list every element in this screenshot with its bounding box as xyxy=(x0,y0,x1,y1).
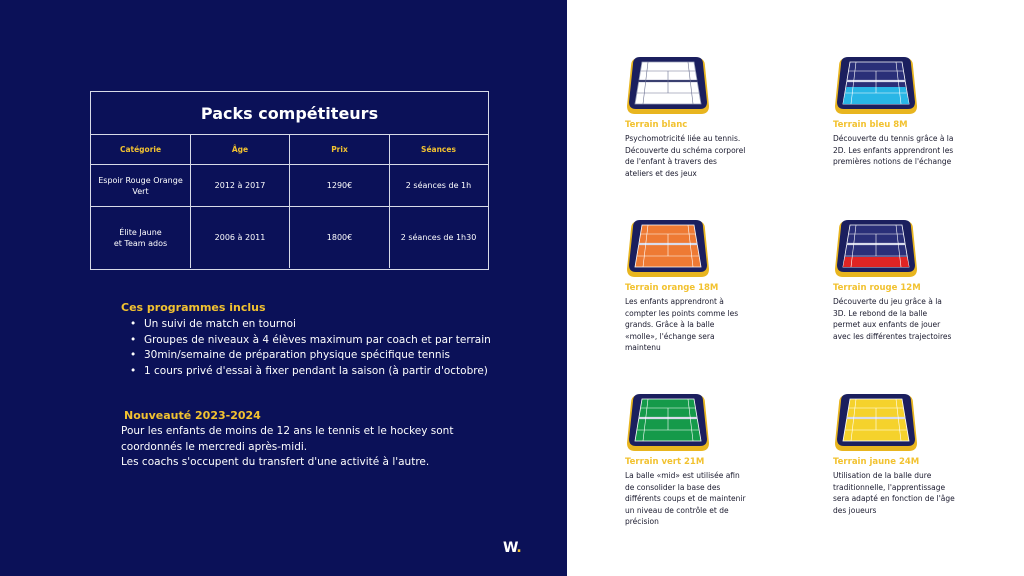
court-desc-line: compter les points comme les xyxy=(625,308,739,318)
court-title: Terrain jaune 24M xyxy=(833,457,920,467)
list-item: • Un suivi de match en tournoi xyxy=(130,317,491,333)
row-age: 2012 à 2017 xyxy=(191,165,290,206)
header-age: Âge xyxy=(191,135,290,164)
court-card-jaune xyxy=(833,391,1024,516)
court-desc xyxy=(833,296,1024,342)
list-item: • 30min/semaine de préparation physique spécifique tennis xyxy=(130,348,491,364)
row-categorie xyxy=(91,165,191,206)
court-title: Terrain blanc xyxy=(625,120,688,130)
court-desc xyxy=(625,470,835,528)
nouveaute-title: Nouveauté 2023-2024 xyxy=(124,409,261,422)
court-card-orange xyxy=(625,217,835,354)
court-vert-icon xyxy=(625,391,711,453)
court-blanc-icon xyxy=(625,54,711,116)
court-desc-line: de consolider la base des xyxy=(625,482,721,492)
court-desc-line: sera adapté en fonction de l'âge xyxy=(833,494,955,503)
court-desc-line: traditionnelle, l'apprentissage xyxy=(833,482,946,492)
table-row xyxy=(91,207,488,268)
row-seances: 2 séances de 1h xyxy=(405,181,472,190)
court-card-bleu xyxy=(833,54,1024,168)
court-card-vert xyxy=(625,391,835,528)
court-desc-line: Psychomotricité liée au tennis. xyxy=(625,134,741,143)
court-desc-line: premières notions de l'échange xyxy=(833,157,952,166)
court-desc-line: maintenu xyxy=(625,343,661,352)
header-prix: Prix xyxy=(290,135,390,164)
court-title: Terrain bleu 8M xyxy=(833,120,908,130)
row-prix: 1800€ xyxy=(290,207,390,268)
court-desc-line: précision xyxy=(625,517,659,526)
court-desc-line: des joueurs xyxy=(833,505,877,515)
row-prix: 1290€ xyxy=(290,165,390,206)
court-desc-line: 2D. Les enfants apprendront les xyxy=(833,145,954,155)
court-card-blanc xyxy=(625,54,835,179)
row-seances: 2 séances de 1h30 xyxy=(400,233,477,242)
header-categorie: Catégorie xyxy=(91,135,191,164)
court-desc-line: Les enfants apprendront à xyxy=(625,297,724,306)
court-title: Terrain rouge 12M xyxy=(833,283,921,293)
nouveaute-line: Les coachs s'occupent du transfert d'une activité à l'autre. xyxy=(121,456,430,468)
court-desc-line: 3D. Le rebond de la balle xyxy=(833,308,928,318)
row-age: 2006 à 2011 xyxy=(191,207,290,268)
court-desc xyxy=(833,133,1024,168)
programmes-title: Ces programmes inclus xyxy=(121,301,266,314)
nouveaute-line: coordonnés le mercredi après-midi. xyxy=(121,440,308,453)
row-categorie-line: Espoir Rouge Orange xyxy=(98,175,183,185)
list-item: • Groupes de niveaux à 4 élèves maximum par coach et par terrain xyxy=(130,333,491,349)
row-categorie-line: Élite Jaune xyxy=(119,227,162,237)
court-desc xyxy=(625,133,835,179)
court-desc xyxy=(625,296,835,354)
packs-table-title: Packs compétiteurs xyxy=(91,92,488,135)
court-desc-line: Découverte du schéma corporel xyxy=(625,145,746,155)
court-desc xyxy=(833,470,1024,516)
packs-table xyxy=(90,91,489,270)
row-categorie xyxy=(91,207,191,268)
court-desc-line: Utilisation de la balle dure xyxy=(833,471,932,480)
table-row xyxy=(91,165,488,207)
nouveaute-line: Pour les enfants de moins de 12 ans le tennis et le hockey sont xyxy=(121,425,454,437)
right-panel xyxy=(567,0,1024,576)
court-bleu-icon xyxy=(833,54,919,116)
court-desc-line: Découverte du tennis grâce à la xyxy=(833,134,954,143)
court-desc-line: «molle», l'échange sera xyxy=(625,331,715,341)
logo-dot: . xyxy=(516,540,521,556)
court-desc-line: grands. Grâce à la balle xyxy=(625,320,715,329)
court-orange-icon xyxy=(625,217,711,279)
programmes-list xyxy=(130,317,491,379)
court-title: Terrain vert 21M xyxy=(625,457,705,467)
court-rouge-icon xyxy=(833,217,919,279)
row-categorie-line: Vert xyxy=(132,186,149,196)
court-desc-line: permet aux enfants de jouer xyxy=(833,320,941,329)
header-seances: Séances xyxy=(421,145,456,154)
court-desc-line: avec les différentes trajectoires xyxy=(833,331,952,341)
logo-letter: W xyxy=(503,540,517,556)
court-desc-line: ateliers et des jeux xyxy=(625,168,697,178)
row-categorie-line: et Team ados xyxy=(113,238,168,248)
table-header-row xyxy=(91,135,488,165)
court-title: Terrain orange 18M xyxy=(625,283,719,293)
court-card-rouge xyxy=(833,217,1024,342)
brand-logo xyxy=(503,540,521,556)
court-zone xyxy=(843,257,909,267)
nouveaute-text xyxy=(121,424,461,471)
list-item: • 1 cours privé d'essai à fixer pendant la saison (à partir d'octobre) xyxy=(130,364,491,380)
court-desc-line: La balle «mid» est utilisée afin xyxy=(625,471,740,480)
court-desc-line: de l'enfant à travers des xyxy=(625,157,717,166)
court-desc-line: un niveau de contrôle et de xyxy=(625,505,729,515)
court-jaune-icon xyxy=(833,391,919,453)
court-desc-line: Découverte du jeu grâce à la xyxy=(833,297,942,306)
court-desc-line: différents coups et de maintenir xyxy=(625,494,746,503)
